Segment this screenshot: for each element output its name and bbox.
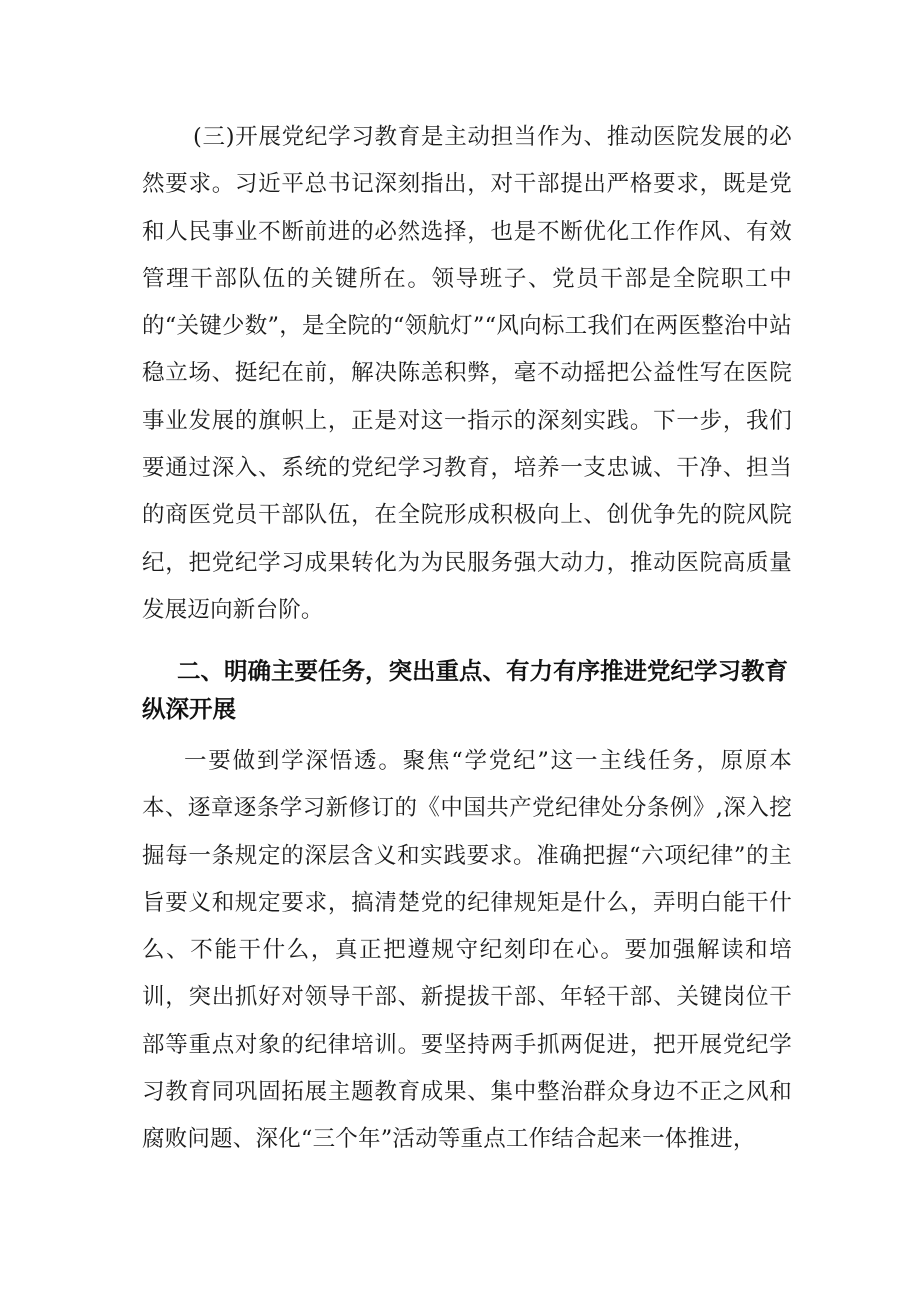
section-heading: 二、明确主要任务，突出重点、有力有序推进党纪学习教育纵深开展 [142,657,788,723]
body-paragraph: (三)开展党纪学习教育是主动担当作为、推动医院发展的必然要求。习近平总书记深刻指出，对干部提出严格要求，既是党和人民事业不断前进的必然选择，也是不断优化工作作风、有效管理干部队伍的关键所在。领导班子、党员干部是全院职工中的“关键少数”，是全院的“领航灯”“风向标工我们在两医整治中站稳立场、挺纪在前，解决陈恙积弊，毫不动摇把公益性写在医院事业发展的旗帜上，正是对这一指示的深刻实践。下一步，我们要通过深入、系统的党纪学习教育，培养一支忠诚、干净、担当的商医党员干部队伍，在全院形成积极向上、创优争先的院风院纪，把党纪学习成果转化为为民服务强大动力，推动医院高质量发展迈向新台阶。 [142,124,792,623]
body-paragraph: 一要做到学深悟透。聚焦“学党纪”这一主线任务，原原本本、逐章逐条学习新修订的《中国共产党纪律处分条例》,深入挖掘每一条规定的深层含义和实践要求。准确把握“六项纪律”的主旨要义和规定要求，搞清楚党的纪律规矩是什么，弄明白能干什么、不能干什么，真正把遵规守纪刻印在心。要加强解读和培训，突出抓好对领导干部、新提拔干部、年轻干部、关键岗位干部等重点对象的纪律培训。要坚持两手抓两促进，把开展党纪学习教育同巩固拓展主题教育成果、集中整治群众身边不正之风和腐败问题、深化“三个年”活动等重点工作结合起来一体推进， [142,748,792,1153]
